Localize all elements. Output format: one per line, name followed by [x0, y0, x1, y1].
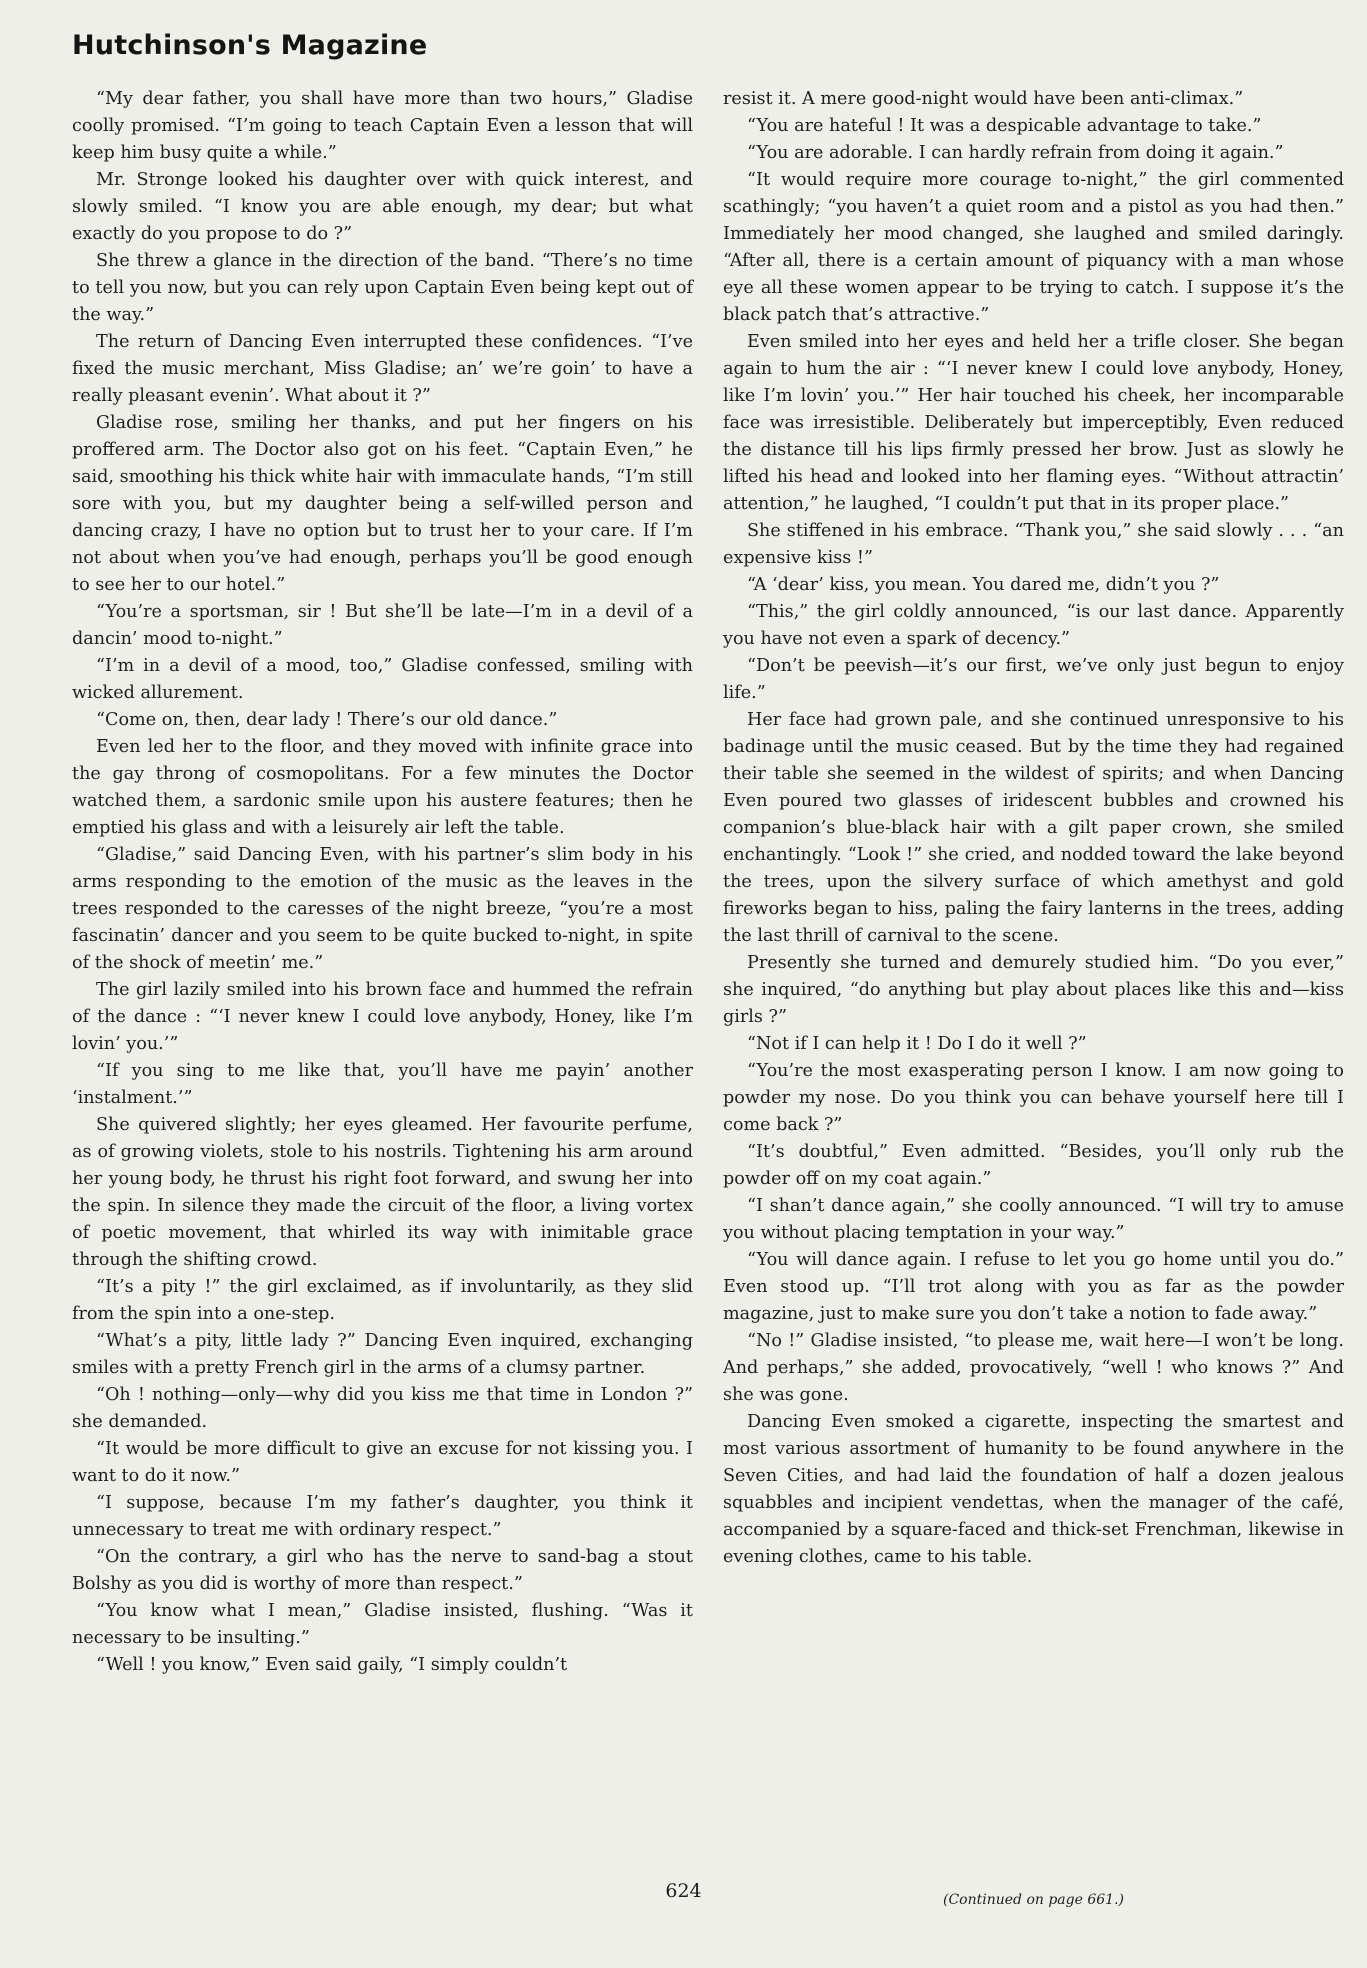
right-column: [723, 86, 1344, 1679]
paragraph: “It’s a pity !” the girl exclaimed, as if involuntarily, as they slid from the spin into a one-step.: [72, 1277, 693, 1324]
magazine-title: Hutchinson's Magazine: [72, 30, 428, 61]
paragraph: “Come on, then, dear lady ! There’s our old dance.”: [96, 710, 558, 730]
paragraph: “You’re the most exasperating person I know. I am now going to powder my nose. Do you think you can behave yourself here till I come back ?”: [723, 1061, 1344, 1135]
page-number: 624: [665, 1880, 702, 1902]
paragraph: “You are adorable. I can hardly refrain from doing it again.”: [747, 143, 1284, 163]
paragraph: Dancing Even smoked a cigarette, inspecting the smartest and most various assortment of humanity to be found anywhere in the Seven Cities, and had laid the foundation of half a dozen jealous squabbles and incipient vendettas, when the manager of the café, accompanied by a square-faced and thick-set Frenchman, likewise in evening clothes, came to his table.: [723, 1412, 1344, 1567]
paragraph: “Oh ! nothing—only—why did you kiss me that time in London ?” she demanded.: [72, 1385, 693, 1432]
paragraph: “Not if I can help it ! Do I do it well ?”: [747, 1034, 1087, 1054]
left-column: [72, 86, 693, 1679]
paragraph: “You will dance again. I refuse to let you go home until you do.” Even stood up. “I’ll trot along with you as far as the powder magazine, just to make sure you don’t take a notion to fade away.”: [723, 1250, 1344, 1324]
paragraph: Even led her to the floor, and they moved with infinite grace into the gay throng of cosmopolitans. For a few minutes the Doctor watched them, a sardonic smile upon his austere features; then he emptied his glass and with a leisurely air left the table.: [72, 737, 693, 838]
paragraph: “Don’t be peevish—it’s our first, we’ve only just begun to enjoy life.”: [723, 656, 1344, 703]
paragraph: “On the contrary, a girl who has the nerve to sand-bag a stout Bolshy as you did is worthy of more than respect.”: [72, 1547, 693, 1594]
paragraph: “Well ! you know,” Even said gaily, “I simply couldn’t: [96, 1655, 568, 1675]
paragraph: “No !” Gladise insisted, “to please me, wait here—I won’t be long. And perhaps,” she added, provocatively, “well ! who knows ?” And she was gone.: [723, 1331, 1344, 1405]
paragraph: Gladise rose, smiling her thanks, and put her fingers on his proffered arm. The Doctor also got on his feet. “Captain Even,” he said, smoothing his thick white hair with immaculate hands, “I’m still sore with you, but my daughter being a self-willed person and dancing crazy, I have no option but to trust her to your care. If I’m not about when you’ve had enough, perhaps you’ll be good enough to see her to our hotel.”: [72, 413, 693, 595]
paragraph: “Gladise,” said Dancing Even, with his partner’s slim body in his arms responding to the emotion of the music as the leaves in the trees responded to the caresses of the night breeze, “you’re a most fascinatin’ dancer and you seem to be quite bucked to-night, in spite of the shock of meetin’ me.”: [72, 845, 693, 973]
paragraph: “What’s a pity, little lady ?” Dancing Even inquired, exchanging smiles with a pretty French girl in the arms of a clumsy partner.: [72, 1331, 693, 1378]
paragraph: She stiffened in his embrace. “Thank you,” she said slowly . . . “an expensive kiss !”: [723, 521, 1344, 568]
paragraph: Her face had grown pale, and she continued unresponsive to his badinage until the music ceased. But by the time they had regained their table she seemed in the wildest of spirits; and when Dancing Even poured two glasses of iridescent bubbles and crowned his companion’s blue-black hair with a gilt paper crown, she smiled enchantingly. “Look !” she cried, and nodded toward the lake beyond the trees, upon the silvery surface of which amethyst and gold fireworks began to hiss, paling the fairy lanterns in the trees, adding the last thrill of carnival to the scene.: [723, 710, 1344, 946]
paragraph: “You are hateful ! It was a despicable advantage to take.”: [747, 116, 1262, 136]
paragraph: “I’m in a devil of a mood, too,” Gladise confessed, smiling with wicked allurement.: [72, 656, 693, 703]
paragraph: resist it. A mere good-night would have been anti-climax.”: [723, 89, 1244, 109]
paragraph: She quivered slightly; her eyes gleamed. Her favourite perfume, as of growing violets, stole to his nostrils. Tightening his arm around her young body, he thrust his right foot forward, and swung her into the spin. In silence they made the circuit of the floor, a living vortex of poetic movement, that whirled its way with inimitable grace through the shifting crowd.: [72, 1115, 693, 1270]
paragraph: “I suppose, because I’m my father’s daughter, you think it unnecessary to treat me with ordinary respect.”: [72, 1493, 693, 1540]
paragraph: “This,” the girl coldly announced, “is our last dance. Apparently you have not even a spark of decency.”: [723, 602, 1344, 649]
paragraph: “A ‘dear’ kiss, you mean. You dared me, didn’t you ?”: [747, 575, 1220, 595]
paragraph: “It would require more courage to-night,” the girl commented scathingly; “you haven’t a quiet room and a pistol as you had then.” Immediately her mood changed, she laughed and smiled daringly. “After all, there is a certain amount of piquancy with a man whose eye all these women appear to be trying to catch. I suppose it’s the black patch that’s attractive.”: [723, 170, 1344, 325]
paragraph: The return of Dancing Even interrupted these confidences. “I’ve fixed the music merchant, Miss Gladise; an’ we’re goin’ to have a really pleasant evenin’. What about it ?”: [72, 332, 693, 406]
paragraph: “My dear father, you shall have more than two hours,” Gladise coolly promised. “I’m going to teach Captain Even a lesson that will keep him busy quite a while.”: [72, 89, 693, 163]
paragraph: Even smiled into her eyes and held her a trifle closer. She began again to hum the air : “‘I never knew I could love anybody, Honey, like I’m lovin’ you.’” Her hair touched his cheek, her incomparable face was irresistible. Deliberately but imperceptibly, Even reduced the distance till his lips firmly pressed her brow. Just as slowly he lifted his head and looked into her flaming eyes. “Without attractin’ attention,” he laughed, “I couldn’t put that in its proper place.”: [723, 332, 1344, 514]
continued-note: (Continued on page 661.): [943, 1892, 1124, 1908]
paragraph: Mr. Stronge looked his daughter over with quick interest, and slowly smiled. “I know you are able enough, my dear; but what exactly do you propose to do ?”: [72, 170, 693, 244]
paragraph: “I shan’t dance again,” she coolly announced. “I will try to amuse you without placing temptation in your way.”: [723, 1196, 1344, 1243]
paragraph: “It’s doubtful,” Even admitted. “Besides, you’ll only rub the powder off on my coat again.”: [723, 1142, 1344, 1189]
text-columns: [72, 86, 1344, 1679]
paragraph: She threw a glance in the direction of the band. “There’s no time to tell you now, but you can rely upon Captain Even being kept out of the way.”: [72, 251, 693, 325]
paragraph: “If you sing to me like that, you’ll have me payin’ another ‘instalment.’”: [72, 1061, 693, 1108]
paragraph: The girl lazily smiled into his brown face and hummed the refrain of the dance : “‘I never knew I could love anybody, Honey, like I’m lovin’ you.’”: [72, 980, 693, 1054]
paragraph: “You’re a sportsman, sir ! But she’ll be late—I’m in a devil of a dancin’ mood to-night.”: [72, 602, 693, 649]
paragraph: Presently she turned and demurely studied him. “Do you ever,” she inquired, “do anything but play about places like this and—kiss girls ?”: [723, 953, 1344, 1027]
paragraph: “You know what I mean,” Gladise insisted, flushing. “Was it necessary to be insulting.”: [72, 1601, 693, 1648]
paragraph: “It would be more difficult to give an excuse for not kissing you. I want to do it now.”: [72, 1439, 693, 1486]
